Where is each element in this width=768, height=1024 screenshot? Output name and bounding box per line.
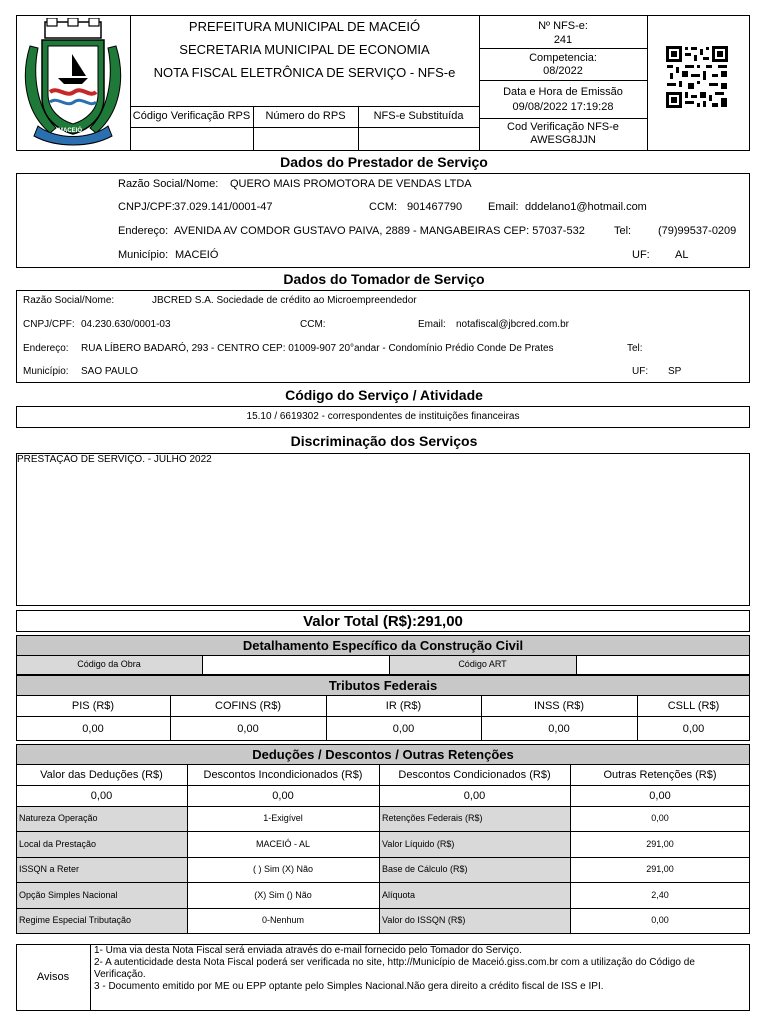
aliquota-label: Alíquota: [382, 889, 416, 900]
ir-label: IR (R$): [385, 699, 422, 712]
discriminacao-box: [16, 453, 750, 606]
emissao-label: Data e Hora de Emissão: [503, 86, 623, 98]
base-calculo-value: 291,00: [646, 864, 674, 875]
local-prestacao-label: Local da Prestação: [19, 838, 97, 849]
valor-issqn-value: 0,00: [651, 915, 669, 926]
codigo-art-label: Código ART: [458, 659, 507, 670]
codigo-obra-value: [202, 656, 389, 674]
prestador-tel: (79)99537-0209: [658, 225, 737, 237]
tomador-email: notafiscal@jbcred.com.br: [456, 319, 569, 330]
regime-especial-value: 0-Nenhum: [261, 915, 305, 926]
header-line1: PREFEITURA MUNICIPAL DE MACEIÓ: [188, 19, 421, 34]
valor-issqn-label: Valor do ISSQN (R$): [382, 915, 466, 926]
regime-especial-label: Regime Especial Tributação: [19, 915, 132, 926]
csll-value: 0,00: [682, 722, 705, 735]
prestador-municipio: MACEIÓ: [175, 249, 219, 261]
prestador-cnpj-label: CNPJ/CPF:: [118, 201, 175, 213]
qr-code-icon[interactable]: [665, 45, 729, 109]
servico-title: Código do Serviço / Atividade: [285, 387, 483, 403]
prestador-uf: AL: [675, 249, 689, 261]
descontos-incond-label: Descontos Incondicionados (R$): [203, 768, 363, 781]
tomador-email-label: Email:: [418, 319, 446, 330]
pis-label: PIS (R$): [71, 699, 115, 712]
prestador-title: Dados do Prestador de Serviço: [280, 154, 488, 170]
retencoes-federais-label: Retenções Federais (R$): [382, 813, 483, 824]
cod-verif-label: Cod Verificação NFS-e: [507, 121, 619, 133]
outras-retencoes-value: 0,00: [649, 789, 671, 802]
inss-label: INSS (R$): [533, 699, 585, 712]
deducoes-label: Valor das Deduções (R$): [40, 768, 163, 781]
tomador-cnpj: 04.230.630/0001-03: [81, 319, 171, 330]
prestador-email: dddelano1@hotmail.com: [525, 201, 647, 213]
deducoes-title: Deduções / Descontos / Outras Retenções: [252, 747, 514, 762]
aviso-2: 2- A autenticidade desta Nota Fiscal poderá ser verificada no site, http://Município de Maceió.giss.com.br com a utilização do Código de: [94, 957, 695, 968]
rps-number-label: Número do RPS: [265, 110, 346, 122]
tomador-uf: SP: [668, 366, 682, 377]
header-line2: SECRETARIA MUNICIPAL DE ECONOMIA: [179, 42, 430, 57]
descontos-incond-value: 0,00: [272, 789, 294, 802]
local-prestacao-value: MACEIÓ - AL: [255, 838, 310, 849]
aviso-3: 3 - Documento emitido por ME ou EPP optante pelo Simples Nacional.Não gera direito a crédito fiscal de ISS e IPI.: [94, 981, 604, 992]
header-line3: NOTA FISCAL ELETRÔNICA DE SERVIÇO - NFS-e: [153, 65, 456, 80]
prestador-razao-label: Razão Social/Nome:: [118, 178, 219, 190]
prestador-ccm-label: CCM:: [369, 201, 398, 213]
competencia-value: 08/2022: [543, 65, 583, 77]
nfse-number-label: Nº NFS-e:: [538, 20, 588, 32]
rps-verif-label: Código Verificação RPS: [132, 110, 251, 122]
avisos-label: Avisos: [36, 971, 70, 984]
issqn-reter-label: ISSQN a Reter: [19, 864, 80, 875]
pis-value: 0,00: [82, 722, 104, 735]
tomador-uf-label: UF:: [632, 366, 649, 377]
tomador-razao: JBCRED S.A. Sociedade de crédito ao Microempreendedor: [152, 295, 417, 306]
tomador-municipio: SAO PAULO: [81, 366, 139, 377]
competencia-label: Competencia:: [529, 52, 597, 64]
prestador-endereco: AVENIDA AV COMDOR GUSTAVO PAIVA, 2889 - MANGABEIRAS CEP: 57037-532: [174, 225, 585, 237]
outras-retencoes-label: Outras Retenções (R$): [603, 768, 717, 781]
retencoes-federais-value: 0,00: [651, 813, 669, 824]
base-calculo-label: Base de Cálculo (R$): [382, 864, 468, 875]
tributos-title: Tributos Federais: [328, 678, 438, 693]
emissao-value: 09/08/2022 17:19:28: [512, 101, 614, 113]
natureza-label: Natureza Operação: [19, 813, 98, 824]
prestador-cnpj: 37.029.141/0001-47: [174, 201, 273, 213]
construcao-title: Detalhamento Específico da Construção Civil: [242, 638, 524, 653]
discriminacao-title: Discriminação dos Serviços: [290, 433, 478, 449]
valor-liquido-label: Valor Líquido (R$): [382, 838, 455, 849]
nfse-substituida-label: NFS-e Substituída: [373, 110, 464, 122]
simples-nacional-value: (X) Sim () Não: [254, 889, 312, 900]
deducoes-value: 0,00: [90, 789, 113, 802]
inss-value: 0,00: [548, 722, 570, 735]
prestador-endereco-label: Endereço:: [118, 225, 169, 237]
descontos-cond-value: 0,00: [463, 789, 486, 802]
tomador-razao-label: Razão Social/Nome:: [23, 295, 115, 306]
prestador-tel-label: Tel:: [614, 225, 632, 237]
logo-icon: [20, 18, 126, 146]
codigo-art-value: [576, 656, 750, 674]
simples-nacional-label: Opção Simples Nacional: [19, 889, 118, 900]
natureza-value: 1-Exigível: [263, 813, 303, 824]
issqn-reter-value: ( ) Sim (X) Não: [252, 864, 313, 875]
nfse-number: 241: [553, 34, 573, 46]
prestador-ccm: 901467790: [407, 201, 463, 213]
aviso-1: 1- Uma via desta Nota Fiscal será enviada através do e-mail fornecido pelo Tomador do Serviço.: [94, 945, 522, 956]
tomador-title: Dados do Tomador de Serviço: [283, 271, 485, 287]
valor-total: Valor Total (R$):291,00: [303, 613, 463, 630]
prestador-uf-label: UF:: [632, 249, 650, 261]
tomador-municipio-label: Município:: [23, 366, 69, 377]
ir-value: 0,00: [392, 722, 415, 735]
valor-liquido-value: 291,00: [646, 838, 674, 849]
cofins-value: 0,00: [237, 722, 259, 735]
prestador-razao: QUERO MAIS PROMOTORA DE VENDAS LTDA: [230, 178, 472, 190]
csll-label: CSLL (R$): [667, 699, 720, 712]
tomador-endereco: RUA LÍBERO BADARÓ, 293 - CENTRO CEP: 01009-907 20°andar - Condomínio Prédio Conde De Prates: [81, 343, 554, 354]
aliquota-value: 2,40: [651, 889, 669, 900]
prestador-email-label: Email:: [488, 201, 519, 213]
tomador-cnpj-label: CNPJ/CPF:: [23, 319, 75, 330]
logo-text: MACEIÓ: [58, 128, 82, 134]
servico-codigo: 15.10 / 6619302 - correspondentes de instituições financeiras: [246, 411, 520, 422]
descontos-cond-label: Descontos Condicionados (R$): [398, 768, 551, 781]
cofins-label: COFINS (R$): [215, 699, 281, 712]
cod-verif-value: AWESG8JJN: [530, 134, 596, 146]
discriminacao-texto: PRESTAÇÃO DE SERVIÇO. - JULHO 2022: [17, 454, 212, 465]
tomador-endereco-label: Endereço:: [23, 343, 69, 354]
prestador-municipio-label: Município:: [118, 249, 169, 261]
codigo-obra-label: Código da Obra: [77, 659, 141, 670]
aviso-2-cont: Verificação.: [94, 969, 146, 980]
tomador-ccm-label: CCM:: [300, 319, 326, 330]
tomador-tel-label: Tel:: [627, 343, 643, 354]
